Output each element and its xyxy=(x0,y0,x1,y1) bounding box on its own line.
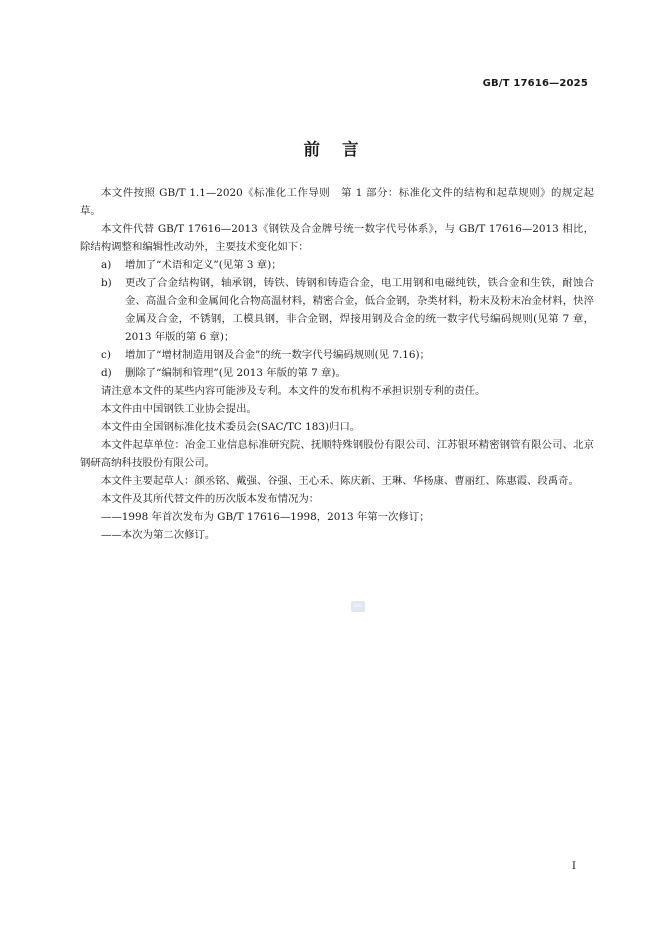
paragraph-drafting-rules: 本文件按照 GB/T 1.1—2020《标准化工作导则 第 1 部分：标准化文件的结构和起草规则》的规定起草。 xyxy=(80,187,594,217)
item-label: c) xyxy=(101,349,111,361)
watermark-logo-icon: SAC xyxy=(351,601,365,612)
foreword-body xyxy=(80,184,594,544)
item-text: 更改了合金结构钢，轴承钢，铸铁、铸钢和铸造合金，电工用钢和电磁纯铁，铁合金和生铁，耐蚀合金、高温合金和金属间化合物高温材料，精密合金，低合金钢，杂类材料，粉末及粉末冶金材料，快淬金属及合金，不锈钢，工模具钢，非合金钢，焊接用钢及合金的统一数字代号编码规则(见第 7 章，2013 年版的第 6 章)； xyxy=(125,277,594,343)
standard-code: GB/T 17616—2025 xyxy=(482,78,588,89)
page-title: 前言 xyxy=(303,140,381,159)
paragraph-drafters: 本文件主要起草人：颜丞铭、戴强、谷强、王心禾、陈庆新、王琳、华杨康、曹丽红、陈惠霞、段禹奇。 xyxy=(101,475,579,487)
paragraph-patent-notice: 请注意本文件的某些内容可能涉及专利。本文件的发布机构不承担识别专利的责任。 xyxy=(101,385,486,397)
change-item-d xyxy=(80,364,594,382)
item-text: 增加了“增材制造用钢及合金”的统一数字代号编码规则(见 7.16)； xyxy=(125,349,430,361)
item-label: d) xyxy=(101,367,112,379)
item-text: 删除了“编制和管理”(见 2013 年版的第 7 章)。 xyxy=(125,367,346,379)
page-number: I xyxy=(571,860,576,872)
history-item-2: ——本次为第二次修订。 xyxy=(101,529,216,541)
change-item-a xyxy=(80,256,594,274)
paragraph-committee: 本文件由全国钢标准化技术委员会(SAC/TC 183)归口。 xyxy=(101,421,361,433)
item-text: 增加了“术语和定义”(见第 3 章)； xyxy=(125,259,282,271)
paragraph-replacement: 本文件代替 GB/T 17616—2013《钢铁及合金牌号统一数字代号体系》，与 GB/T 17616—2013 相比，除结构调整和编辑性改动外，主要技术变化如下： xyxy=(80,223,594,253)
paragraph-drafting-units: 本文件起草单位：冶金工业信息标准研究院、抚顺特殊钢股份有限公司、江苏银环精密钢管有限公司、北京钢研高纳科技股份有限公司。 xyxy=(80,439,594,469)
history-item-1: ——1998 年首次发布为 GB/T 17616—1998，2013 年第一次修订； xyxy=(101,511,430,523)
change-item-c xyxy=(80,346,594,364)
paragraph-proposer: 本文件由中国钢铁工业协会提出。 xyxy=(101,403,257,415)
item-label: b) xyxy=(101,277,112,289)
paragraph-history-intro: 本文件及其所代替文件的历次版本发布情况为： xyxy=(101,493,320,505)
item-label: a) xyxy=(101,259,112,271)
change-item-b xyxy=(80,274,594,346)
